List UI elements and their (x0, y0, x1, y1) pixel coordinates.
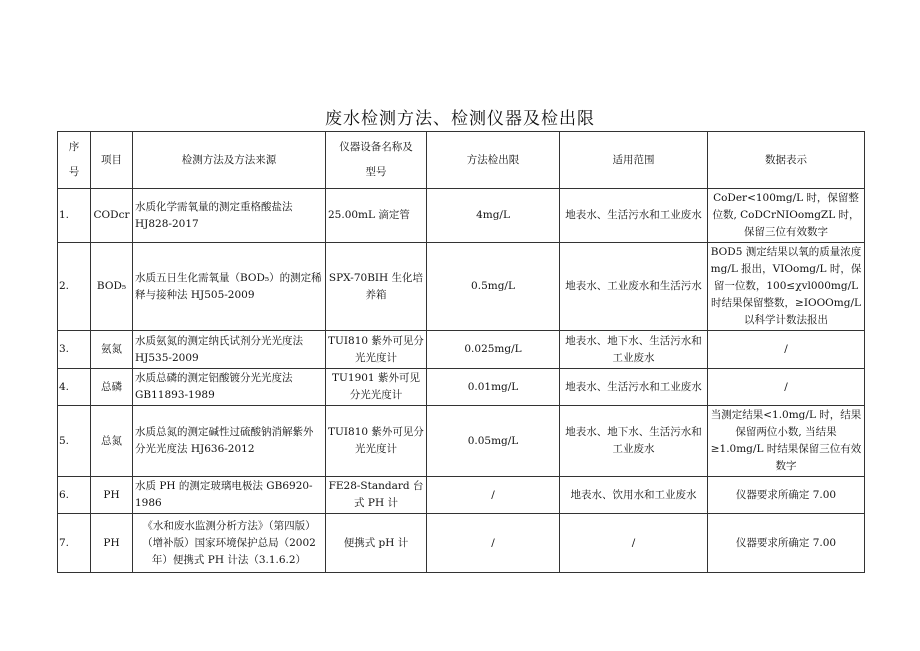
row-method: 《水和废水监测分析方法》（第四版）（增补版）国家环境保护总局（2002 年）便携式 PH 计法（3.1.6.2） (133, 514, 326, 573)
row-method: 水质总磷的测定铝酸镀分光光度法 GB11893-1989 (133, 369, 326, 406)
header-instrument-line2: 型号 (365, 166, 387, 178)
row-limit: 0.05mg/L (427, 406, 560, 477)
header-instrument (326, 132, 427, 189)
row-no: 3. (58, 331, 91, 369)
header-item: 项目 (91, 132, 133, 189)
row-method: 水质氨氮的测定纳氏试剂分光光度法 HJ535-2009 (133, 331, 326, 369)
row-scope: 地表水、地下水、生活污水和工业废水 (560, 406, 708, 477)
row-method: 水质五日生化需氧量（BOD₅）的测定稀释与接种法 HJ505-2009 (133, 243, 326, 331)
row-no: 6. (58, 477, 91, 514)
row-scope: 地表水、工业废水和生活污水 (560, 243, 708, 331)
row-method: 水质总氮的测定碱性过硫酸钠消解紫外分光光度法 HJ636-2012 (133, 406, 326, 477)
row-instrument: TU1901 紫外可见分光光度计 (326, 369, 427, 406)
row-no: 2. (58, 243, 91, 331)
row-scope: 地表水、生活污水和工业废水 (560, 369, 708, 406)
row-item: PH (91, 514, 133, 573)
row-item: PH (91, 477, 133, 514)
header-seq-line2: 号 (68, 166, 80, 178)
row-limit: 0.025mg/L (427, 331, 560, 369)
row-data: / (708, 369, 865, 406)
header-instrument-line1: 仪器设备名称及 (339, 141, 413, 153)
methods-table (57, 131, 865, 573)
row-data: BOD5 测定结果以氧的质量浓度 mg/L 报出，VIOomg/L 时，保留一位数，100≤χvl000mg/L 时结果保留整数，≥IOOOmg/L 以科学计数法报出 (708, 243, 865, 331)
row-item: CODcr (91, 189, 133, 243)
row-data: 仪器要求所确定 7.00 (708, 477, 865, 514)
table-row (58, 477, 865, 514)
row-instrument: 25.00mL 滴定管 (326, 189, 427, 243)
row-limit: 4mg/L (427, 189, 560, 243)
table-header-row (58, 132, 865, 189)
row-limit: / (427, 514, 560, 573)
header-data: 数据表示 (708, 132, 865, 189)
header-limit: 方法检出限 (427, 132, 560, 189)
row-limit: 0.5mg/L (427, 243, 560, 331)
row-instrument: 便携式 pH 计 (326, 514, 427, 573)
table-row (58, 331, 865, 369)
table-row (58, 406, 865, 477)
table-row (58, 189, 865, 243)
header-seq-line1: 序 (68, 141, 80, 153)
row-data: 当测定结果<1.0mg/L 时，结果保留两位小数, 当结果≥1.0mg/L 时结果保留三位有效数字 (708, 406, 865, 477)
table-row (58, 514, 865, 573)
row-item: 总磷 (91, 369, 133, 406)
row-instrument: FE28-Standard 台式 PH 计 (326, 477, 427, 514)
row-instrument: TUI810 紫外可见分光光度计 (326, 331, 427, 369)
row-instrument: SPX-70BIH 生化培养箱 (326, 243, 427, 331)
row-scope: 地表水、生活污水和工业废水 (560, 189, 708, 243)
row-no: 4. (58, 369, 91, 406)
row-scope: / (560, 514, 708, 573)
row-data: / (708, 331, 865, 369)
row-instrument: TUI810 紫外可见分光光度计 (326, 406, 427, 477)
header-scope: 适用范围 (560, 132, 708, 189)
row-item: 总氮 (91, 406, 133, 477)
row-data: 仪器要求所确定 7.00 (708, 514, 865, 573)
header-method: 检测方法及方法来源 (133, 132, 326, 189)
row-limit: / (427, 477, 560, 514)
row-scope: 地表水、地下水、生活污水和工业废水 (560, 331, 708, 369)
row-scope: 地表水、饮用水和工业废水 (560, 477, 708, 514)
row-no: 1. (58, 189, 91, 243)
table-row (58, 243, 865, 331)
row-method: 水质 PH 的测定玻璃电极法 GB6920-1986 (133, 477, 326, 514)
row-no: 5. (58, 406, 91, 477)
row-limit: 0.01mg/L (427, 369, 560, 406)
row-item: 氨氮 (91, 331, 133, 369)
table-row (58, 369, 865, 406)
page-title: 废水检测方法、检测仪器及检出限 (325, 109, 595, 129)
row-data: CoDer<100mg/L 时，保留整位数, CoDCrNIOomgZL 时，保留三位有效数字 (708, 189, 865, 243)
row-method: 水质化学需氧量的测定重格酸盐法 HJ828-2017 (133, 189, 326, 243)
header-seq (58, 132, 91, 189)
row-item: BOD₅ (91, 243, 133, 331)
row-no: 7. (58, 514, 91, 573)
